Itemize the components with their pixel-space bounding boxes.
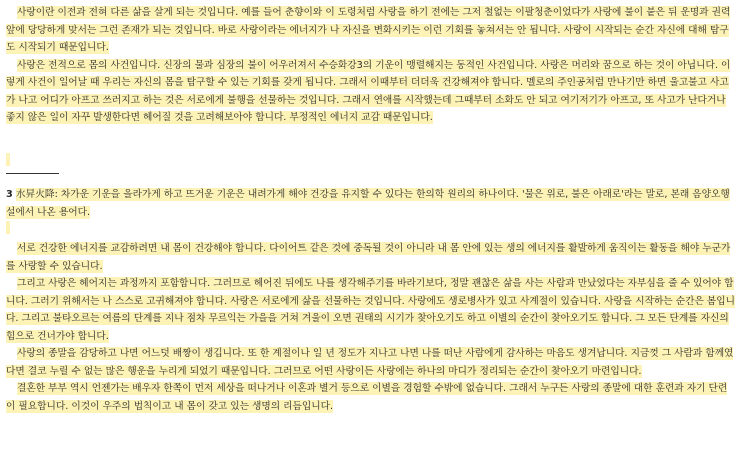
highlighted-text: 사랑의 종말을 감당하고 나면 어느덧 배짱이 생깁니다. 또 한 계절이나 일 년 정도가 지나고 나면 나를 떠난 사람에게 감사하는 마음도 생겨납니다. 지금껏 그 사람과 함께였다면 결코 누릴 수 없는 많은 행운을 누리게 되었기 때문입니다. 그러므로 어떤 사랑이든 사랑에는 하나의 마디가 정리되는 순간이 찾아오기 마련입니다. (6, 348, 734, 377)
highlighted-text: 사랑이란 이전과 전혀 다른 삶을 살게 되는 것입니다. 예를 들어 춘향이와 이 도령처럼 사랑을 하기 전에는 그저 철없는 이팔청춘이었다가 사랑에 불이 붙은 뒤 운명과 권력 앞에 당당하게 맞서는 그런 존재가 되는 것입니다. 바로 사랑이라는 에너지가 나 자신을 변화시키는 이런 기회를 놓쳐서는 안 됩니다. 사랑이 시작되는 순간 자신에 대해 탐구도 시작되기 때문입니다. (6, 7, 731, 53)
paragraph-parting-process (0, 275, 743, 345)
paragraph-end-of-love (0, 345, 743, 380)
paragraph-married-couples (0, 380, 743, 415)
highlighted-text: 서로 건강한 에너지를 교감하려면 내 몸이 건강해야 합니다. 다이어트 같은 것에 중독될 것이 아니라 내 몸 안에 있는 생의 에너지를 활발하게 움직이는 활동을 해야 누군가를 사랑할 수 있습니다. (6, 243, 731, 272)
paragraph-healthy-energy (0, 240, 743, 275)
highlight-marker (6, 153, 10, 166)
footnote-text: 水昇火降: 차가운 기운을 올라가게 하고 뜨거운 기운은 내려가게 해야 건강을 유지할 수 있다는 한의학 원리의 하나이다. '물은 위로, 불은 아래로'라는 말로, 본래 음양오행설에서 나온 용어다. (6, 189, 730, 218)
highlighted-text: 사랑은 전적으로 몸의 사건입니다. 신장의 물과 심장의 불이 어우러져서 수승화강3의 기운이 맹렬해지는 동적인 사건입니다. 사랑은 머리와 꿈으로 하는 것이 아닙니다. 이렇게 사건이 일어날 때 우리는 자신의 몸을 탐구할 수 있는 기회를 갖게 됩니다. 그래서 이때부터 더더욱 건강해져야 합니다. 멜로의 주인공처럼 만나기만 하면 울고불고 사고가 나고 어디가 아프고 쓰러지고 하는 것은 서로에게 불행을 선물하는 것입니다. 그래서 연애를 시작했는데 그때부터 소화도 안 되고 여기저기가 아프고, 또 사고가 난다거나 좋지 않은 일이 자꾸 발생한다면 헤어질 것을 고려해보아야 합니다. 부정적인 에너지 교감 때문입니다. (6, 59, 731, 123)
highlight-marker (6, 221, 10, 234)
highlighted-text: 그리고 사랑은 헤어지는 과정까지 포함합니다. 그러므로 헤어진 뒤에도 나를 생각해주기를 바라기보다, 정말 괜찮은 삶을 사는 사람과 만났었다는 자부심을 줄 수 있어야 합니다. 그러기 위해서는 나 스스로 고귀해져야 합니다. 사랑은 서로에게 삶을 선물하는 것입니다. 사랑에도 생로병사가 있고 사계절이 있습니다. 사랑을 시작하는 순간은 봄입니다. 그리고 불타오르는 여름의 단계를 지나 점차 무르익는 가을을 거쳐 겨울이 오면 권태의 시기가 찾아오기도 하고 이별의 순간이 찾아오기도 합니다. 그 모든 단계를 자신의 힘으로 건너가야 합니다. (6, 278, 735, 342)
footnote-divider (6, 173, 59, 174)
paragraph-love-body-event (0, 57, 743, 127)
upper-section (0, 4, 743, 127)
footnote (6, 186, 736, 221)
footnote-number: 3 (6, 189, 13, 200)
paragraph-love-change (0, 4, 743, 57)
lower-section (0, 240, 743, 415)
highlighted-text: 결혼한 부부 역시 언젠가는 배우자 한쪽이 먼저 세상을 떠나거나 이혼과 별거 등으로 이별을 경험할 수밖에 없습니다. 그래서 누구든 사랑의 종말에 대한 훈련과 자기 단련이 필요합니다. 이것이 우주의 법칙이고 내 몸이 갖고 있는 생명의 리듬입니다. (6, 383, 728, 412)
